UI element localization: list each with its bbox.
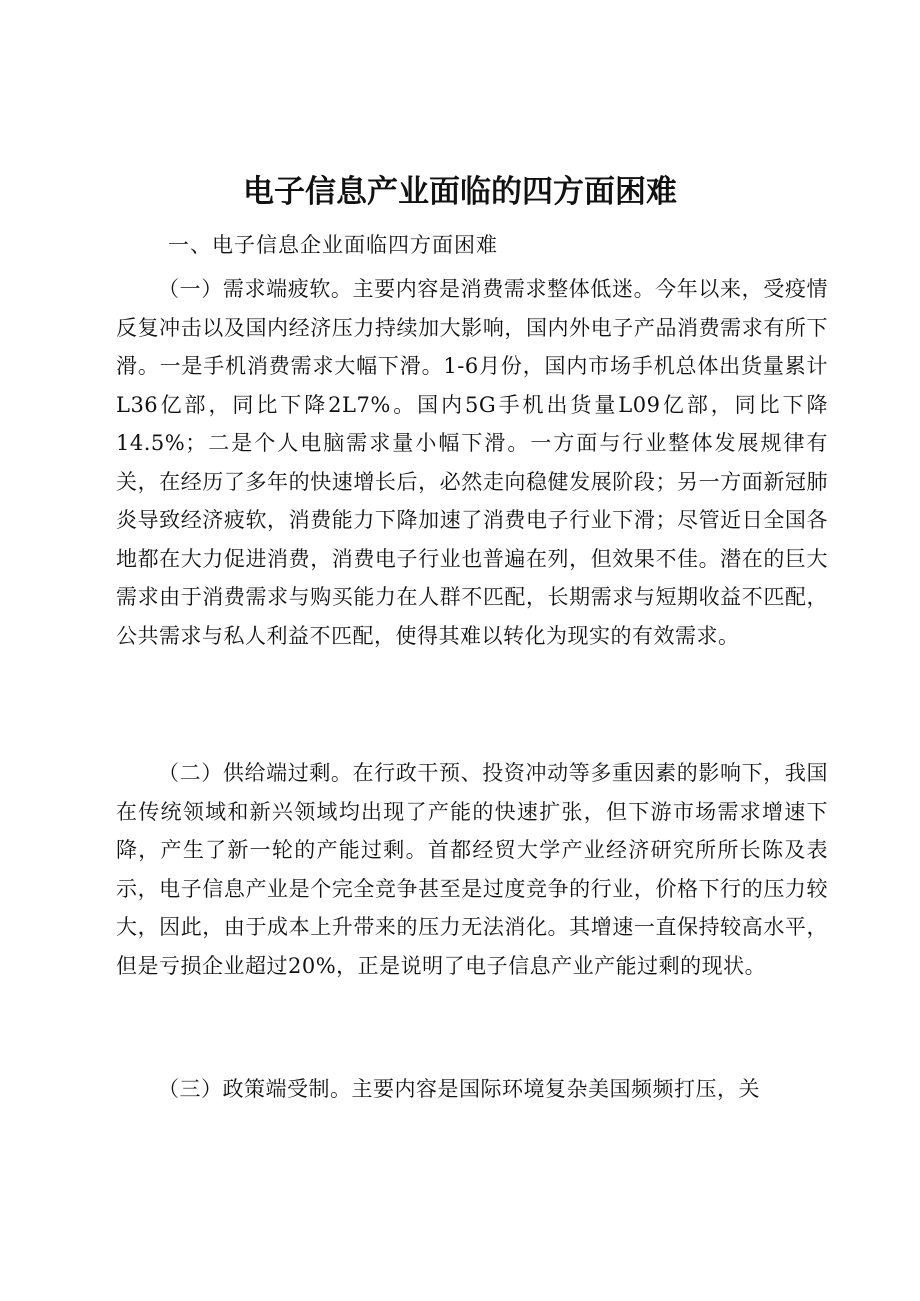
paragraph-supply: （二）供给端过剩。在行政干预、投资冲动等多重因素的影响下，我国在传统领域和新兴领域均出现了产能的快速扩张，但下游市场需求增速下降，产生了新一轮的产能过剩。首都经贸大学产业经济研究所所长陈及表示，电子信息产业是个完全竞争甚至是过度竞争的行业，价格下行的压力较大，因此，由于成本上升带来的压力无法消化。其增速一直保持较高水平，但是亏损企业超过20%，正是说明了电子信息产业产能过剩的现状。 [116,761,828,978]
section-heading: 一、电子信息企业面临四方面困难 [168,233,498,257]
paragraph-demand: （一）需求端疲软。主要内容是消费需求整体低迷。今年以来，受疫情反复冲击以及国内经济压力持续加大影响，国内外电子产品消费需求有所下滑。一是手机消费需求大幅下滑。1-6月份，国内市场手机总体出货量累计L36亿部，同比下降2L7%。国内5G手机出货量L09亿部，同比下降14.5%；二是个人电脑需求量小幅下滑。一方面与行业整体发展规律有关，在经历了多年的快速增长后，必然走向稳健发展阶段；另一方面新冠肺炎导致经济疲软，消费能力下降加速了消费电子行业下滑；尽管近日全国各地都在大力促进消费，消费电子行业也普遍在列，但效果不佳。潜在的巨大需求由于消费需求与购买能力在人群不匹配，长期需求与短期收益不匹配，公共需求与私人利益不匹配，使得其难以转化为现实的有效需求。 [116,277,828,648]
paragraph-policy: （三）政策端受制。主要内容是国际环境复杂美国频频打压，关 [158,1077,760,1101]
document-title: 电子信息产业面临的四方面困难 [243,174,677,210]
